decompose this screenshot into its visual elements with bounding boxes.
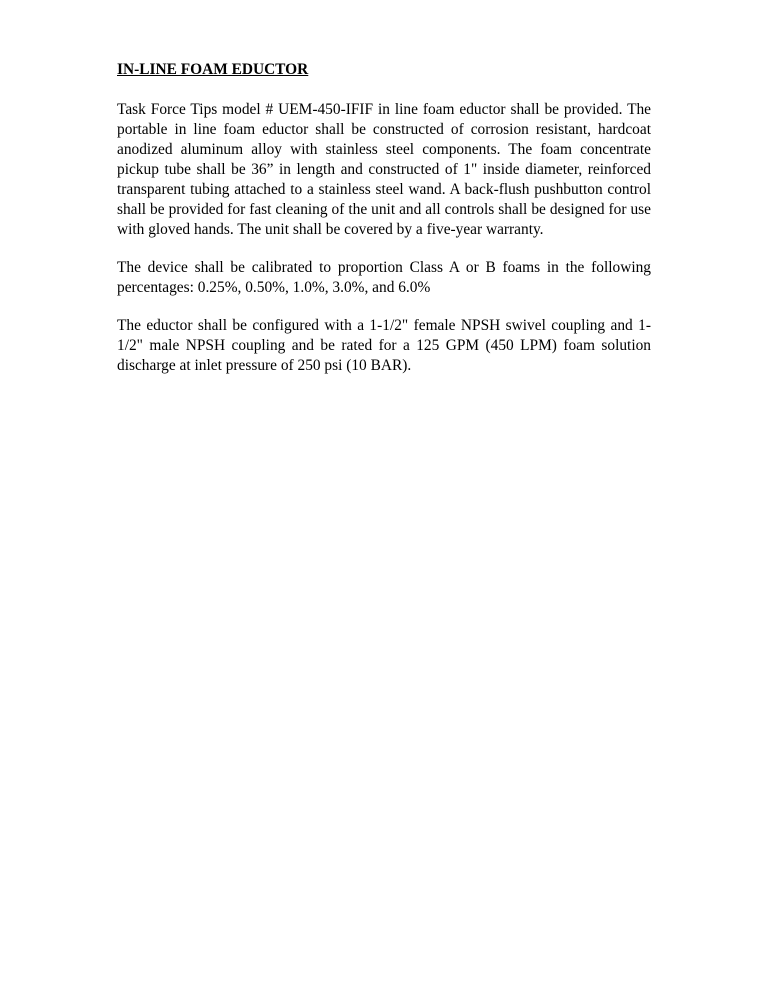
paragraph-configuration: The eductor shall be configured with a 1-1/2" female NPSH swivel coupling and 1-1/2" male NPSH coupling and be rated for a 125 GPM (450 LPM) foam solution discharge at inlet pressure of 250 psi (10 BAR). (117, 317, 651, 374)
paragraph-description: Task Force Tips model # UEM-450-IFIF in line foam eductor shall be provided. The portable in line foam eductor shall be constructed of corrosion resistant, hardcoat anodized aluminum alloy with stainless steel components. The foam concentrate pickup tube shall be 36” in length and constructed of 1" inside diameter, reinforced transparent tubing attached to a stainless steel wand. A back-flush pushbutton control shall be provided for fast cleaning of the unit and all controls shall be designed for use with gloved hands. The unit shall be covered by a five-year warranty. (117, 101, 651, 238)
document-title: IN-LINE FOAM EDUCTOR (117, 61, 309, 78)
paragraph-calibration: The device shall be calibrated to proportion Class A or B foams in the following percentages: 0.25%, 0.50%, 1.0%, 3.0%, and 6.0% (117, 259, 651, 296)
document-body (117, 60, 651, 394)
